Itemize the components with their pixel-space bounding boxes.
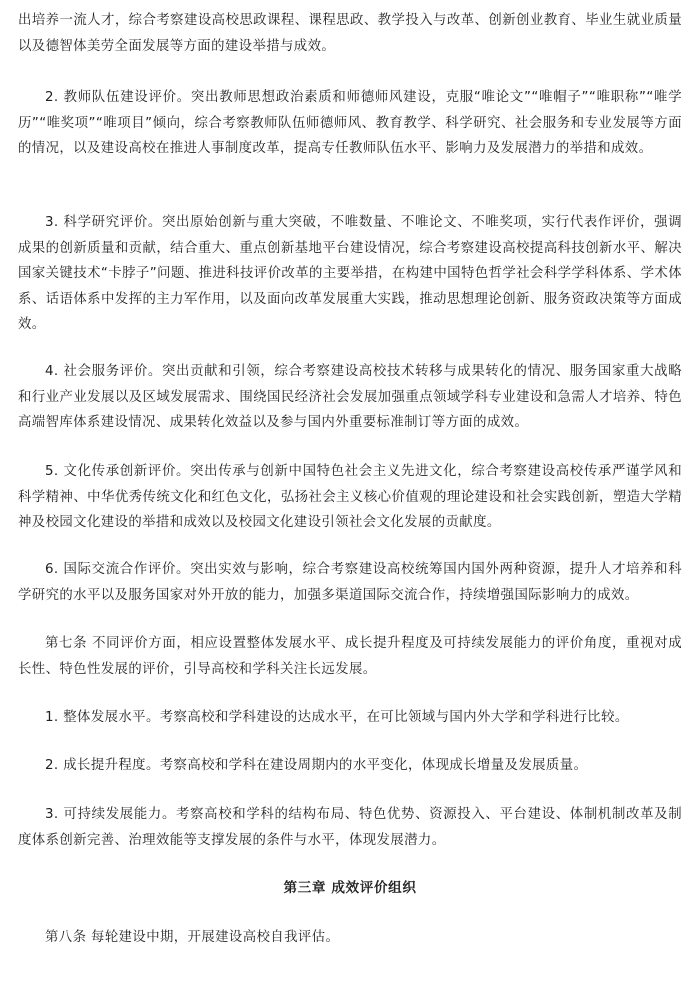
article-7: 第七条 不同评价方面，相应设置整体发展水平、成长提升程度及可持续发展能力的评价角度，重视对成长性、特色性发展的评价，引导高校和学科关注长远发展。 bbox=[18, 636, 682, 677]
paragraph-culture-evaluation: 5. 文化传承创新评价。突出传承与创新中国特色社会主义先进文化，综合考察建设高校传承严谨学风和科学精神、中华优秀传统文化和红色文化，弘扬社会主义核心价值观的理论建设和社会实践创新，塑造大学精神及校园文化建设的举措和成效以及校园文化建设引领社会文化发展的贡献度。 bbox=[18, 464, 682, 530]
paragraph-growth-degree: 2. 成长提升程度。考察高校和学科在建设周期内的水平变化，体现成长增量及发展质量。 bbox=[45, 758, 588, 773]
chapter-heading: 第三章 成效评价组织 bbox=[283, 880, 417, 896]
paragraph-social-service-evaluation: 4. 社会服务评价。突出贡献和引领，综合考察建设高校技术转移与成果转化的情况、服务国家重大战略和行业产业发展以及区域发展需求、围绕国民经济社会发展加强重点领域学科专业建设和急需人才培养、特色高端智库体系建设情况、成果转化效益以及参与国内外重要标准制订等方面的成效。 bbox=[18, 364, 682, 430]
paragraph-international-evaluation: 6. 国际交流合作评价。突出实效与影响，综合考察建设高校统筹国内国外两种资源，提升人才培养和科学研究的水平以及服务国家对外开放的能力，加强多渠道国际交流合作，持续增强国际影响力的成效。 bbox=[18, 562, 682, 603]
paragraph-overall-level: 1. 整体发展水平。考察高校和学科建设的达成水平，在可比领域与国内外大学和学科进行比较。 bbox=[45, 710, 629, 725]
paragraph-research-evaluation: 3. 科学研究评价。突出原始创新与重大突破，不唯数量、不唯论文、不唯奖项，实行代表作评价，强调成果的创新质量和贡献，结合重大、重点创新基地平台建设情况，综合考察建设高校提高科技创新水平、解决国家关键技术“卡脖子”问题、推进科技评价改革的主要举措，在构建中国特色哲学社会科学学科体系、学术体系、话语体系中发挥的主力军作用，以及面向改革发展重大实践，推动思想理论创新、服务资政决策等方面成效。 bbox=[18, 215, 682, 332]
paragraph-sustainability: 3. 可持续发展能力。考察高校和学科的结构布局、特色优势、资源投入、平台建设、体制机制改革及制度体系创新完善、治理效能等支撑发展的条件与水平，体现发展潜力。 bbox=[18, 807, 682, 848]
paragraph-talent-training-end: 出培养一流人才，综合考察建设高校思政课程、课程思政、教学投入与改革、创新创业教育、毕业生就业质量以及德智体美劳全面发展等方面的建设举措与成效。 bbox=[18, 13, 682, 54]
article-8: 第八条 每轮建设中期，开展建设高校自我评估。 bbox=[45, 930, 340, 945]
paragraph-faculty-evaluation: 2. 教师队伍建设评价。突出教师思想政治素质和师德师风建设，克服“唯论文”“唯帽子”“唯职称”“唯学历”“唯奖项”“唯项目”倾向，综合考察教师队伍师德师风、教育教学、科学研究、社会服务和专业发展等方面的情况，以及建设高校在推进人事制度改革，提高专任教师队伍水平、影响力及发展潜力的举措和成效。 bbox=[18, 90, 682, 156]
